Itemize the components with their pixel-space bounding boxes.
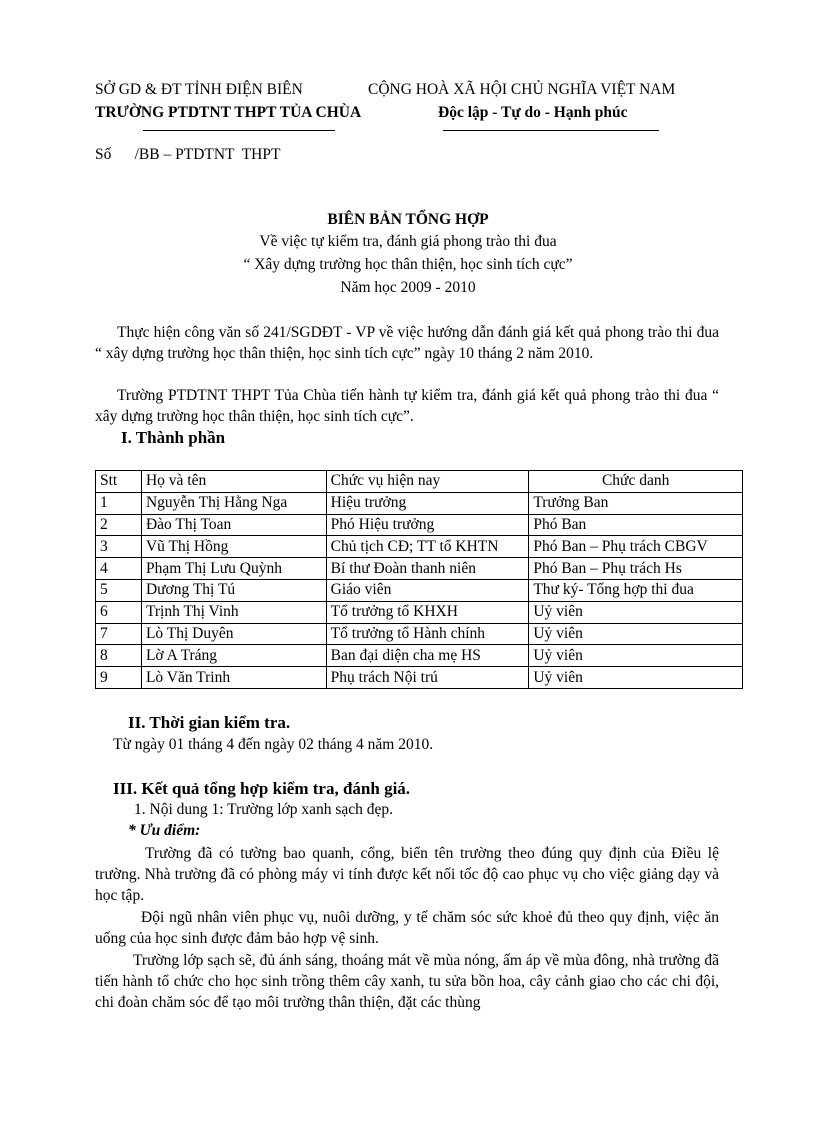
table-header-row bbox=[96, 471, 743, 493]
cell-position: Chủ tịch CĐ; TT tổ KHTN bbox=[326, 536, 529, 558]
cell-stt: 4 bbox=[96, 558, 142, 580]
content-paragraph-1: Trường đã có tường bao quanh, cổng, biển tên trường theo đúng quy định của Điều lệ trường. Nhà trường đã có phòng máy vi tính được kết nối tốc độ cao phục vụ cho việc giảng dạy và học tập. bbox=[95, 845, 719, 904]
cell-stt: 7 bbox=[96, 623, 142, 645]
cell-position: Phụ trách Nội trú bbox=[326, 667, 529, 689]
cell-stt: 6 bbox=[96, 601, 142, 623]
cell-position: Phó Hiệu trưởng bbox=[326, 514, 529, 536]
committee-table bbox=[95, 470, 743, 689]
table-row bbox=[96, 558, 743, 580]
header-name: Họ và tên bbox=[141, 471, 326, 493]
cell-position: Ban đại diện cha mẹ HS bbox=[326, 645, 529, 667]
intro-paragraph-2: Trường PTDTNT THPT Tủa Chùa tiến hành tự kiểm tra, đánh giá kết quả phong trào thi đua “ xây dựng trường học thân thiện, học sinh tích cực”. bbox=[95, 387, 719, 425]
section-2-heading: II. Thời gian kiểm tra. bbox=[128, 713, 291, 732]
document-title: BIÊN BẢN TỔNG HỢP bbox=[327, 211, 489, 228]
left-header-rule bbox=[143, 130, 335, 131]
table-row bbox=[96, 667, 743, 689]
section-3-heading: III. Kết quả tổng hợp kiểm tra, đánh giá. bbox=[113, 779, 411, 798]
cell-role: Uỷ viên bbox=[529, 667, 743, 689]
cell-role: Phó Ban – Phụ trách CBGV bbox=[529, 536, 743, 558]
cell-role: Phó Ban – Phụ trách Hs bbox=[529, 558, 743, 580]
cell-role: Uỷ viên bbox=[529, 623, 743, 645]
table-row bbox=[96, 536, 743, 558]
agency-name: SỞ GD & ĐT TỈNH ĐIỆN BIÊN bbox=[95, 81, 303, 98]
cell-stt: 2 bbox=[96, 514, 142, 536]
cell-name: Lò Văn Trinh bbox=[141, 667, 326, 689]
campaign-name: “ Xây dựng trường học thân thiện, học sinh tích cực” bbox=[243, 256, 573, 273]
cell-position: Tổ trưởng tổ Hành chính bbox=[326, 623, 529, 645]
cell-stt: 3 bbox=[96, 536, 142, 558]
table-row bbox=[96, 601, 743, 623]
right-header-rule bbox=[443, 130, 659, 131]
national-title: CỘNG HOÀ XÃ HỘI CHỦ NGHĨA VIỆT NAM bbox=[368, 81, 676, 98]
cell-stt: 1 bbox=[96, 492, 142, 514]
cell-stt: 9 bbox=[96, 667, 142, 689]
intro-paragraph-1: Thực hiện công văn số 241/SGDĐT - VP về việc hướng dẫn đánh giá kết quả phong trào thi đua “ xây dựng trường học thân thiện, học sinh tích cực” ngày 10 tháng 2 năm 2010. bbox=[95, 324, 719, 362]
section-1-heading: I. Thành phần bbox=[121, 428, 226, 447]
table-row bbox=[96, 514, 743, 536]
cell-name: Trịnh Thị Vinh bbox=[141, 601, 326, 623]
cell-name: Phạm Thị Lưu Quỳnh bbox=[141, 558, 326, 580]
cell-name: Lờ A Tráng bbox=[141, 645, 326, 667]
content-1-heading: 1. Nội dung 1: Trường lớp xanh sạch đẹp. bbox=[134, 801, 394, 818]
national-motto: Độc lập - Tự do - Hạnh phúc bbox=[438, 104, 628, 121]
cell-name: Lò Thị Duyên bbox=[141, 623, 326, 645]
cell-stt: 5 bbox=[96, 579, 142, 601]
header-stt: Stt bbox=[96, 471, 142, 493]
cell-name: Dương Thị Tú bbox=[141, 579, 326, 601]
inspection-period: Từ ngày 01 tháng 4 đến ngày 02 tháng 4 năm 2010. bbox=[113, 736, 434, 753]
school-name: TRƯỜNG PTDTNT THPT TỦA CHÙA bbox=[95, 104, 362, 121]
cell-position: Hiệu trưởng bbox=[326, 492, 529, 514]
cell-position: Giáo viên bbox=[326, 579, 529, 601]
cell-position: Tổ trưởng tổ KHXH bbox=[326, 601, 529, 623]
cell-name: Đào Thị Toan bbox=[141, 514, 326, 536]
cell-role: Uỷ viên bbox=[529, 645, 743, 667]
cell-name: Nguyễn Thị Hằng Nga bbox=[141, 492, 326, 514]
document-subject: Về việc tự kiểm tra, đánh giá phong trào thi đua bbox=[259, 233, 557, 250]
cell-role: Trưởng Ban bbox=[529, 492, 743, 514]
cell-position: Bí thư Đoàn thanh niên bbox=[326, 558, 529, 580]
cell-name: Vũ Thị Hồng bbox=[141, 536, 326, 558]
content-paragraph-2: Đội ngũ nhân viên phục vụ, nuôi dưỡng, y tế chăm sóc sức khoẻ đủ theo quy định, việc ăn uống của học sinh được đảm bảo hợp vệ sinh. bbox=[95, 909, 719, 947]
table-row bbox=[96, 579, 743, 601]
document-number: Số /BB – PTDTNT THPT bbox=[95, 146, 281, 163]
cell-role: Uỷ viên bbox=[529, 601, 743, 623]
table-row bbox=[96, 645, 743, 667]
table-row bbox=[96, 623, 743, 645]
cell-stt: 8 bbox=[96, 645, 142, 667]
header-position: Chức vụ hiện nay bbox=[326, 471, 529, 493]
cell-role: Phó Ban bbox=[529, 514, 743, 536]
header-role: Chức danh bbox=[529, 471, 743, 493]
strengths-label: * Ưu điểm: bbox=[128, 822, 201, 839]
school-year: Năm học 2009 - 2010 bbox=[340, 279, 476, 296]
content-paragraph-3: Trường lớp sạch sẽ, đủ ánh sáng, thoáng mát về mùa nóng, ấm áp về mùa đông, nhà trường đã tiến hành tổ chức cho học sinh trồng thêm cây xanh, tu sửa bồn hoa, cây cảnh giao cho các chi đội, chi đoàn chăm sóc để tạo môi trường thân thiện, đặt các thùng bbox=[95, 952, 719, 1011]
cell-role: Thư ký- Tổng hợp thi đua bbox=[529, 579, 743, 601]
table-row bbox=[96, 492, 743, 514]
